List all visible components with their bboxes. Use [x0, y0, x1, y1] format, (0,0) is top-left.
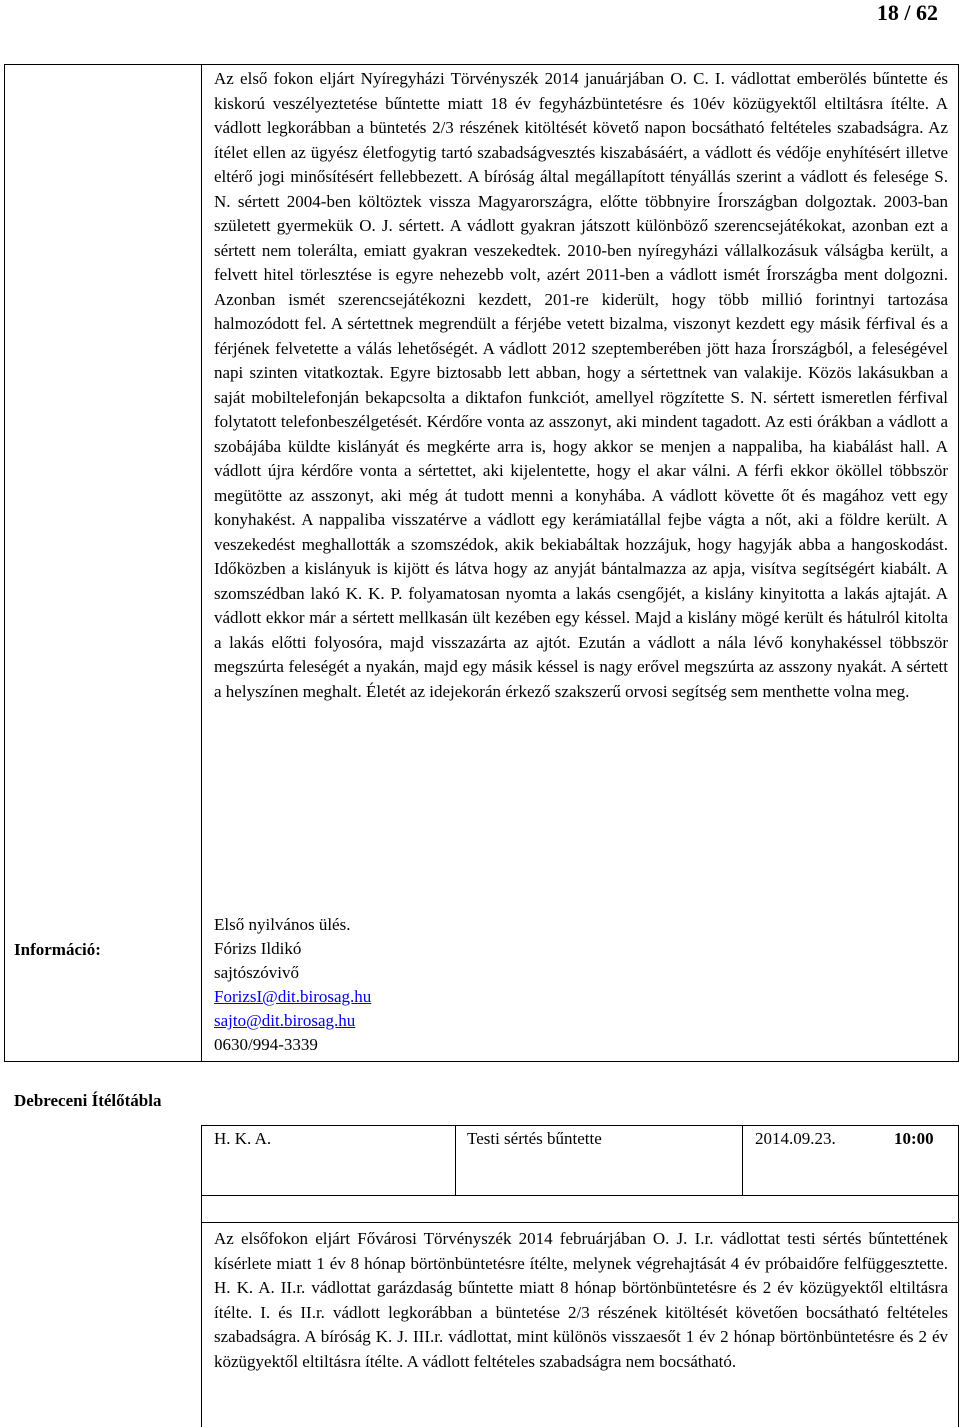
email-link-1[interactable]: ForizsI@dit.birosag.hu: [214, 987, 372, 1006]
contact-role: sajtószóvivő: [214, 963, 299, 982]
phone-number: 0630/994-3339: [214, 1035, 318, 1054]
defendant-initials: H. K. A.: [214, 1129, 272, 1148]
info-label: Információ:: [14, 940, 101, 959]
case-description-2: Az elsőfokon eljárt Fővárosi Törvényszék 2014 februárjában O. J. I.r. vádlottat testi sértés bűntettének kísérlete miatt 1 év 8 hónap börtönbüntetésre ítélte, melynek végrehajtását 4 év próbaidőre felfüggesztette. H. K. A. II.r. vádlottat garázdaság bűntette miatt 8 hónap börtönbüntetésre és 2 év közügyektől eltiltásra ítélte. I. és II.r. vádlott legkorábban a büntetése 2/3 részének kitöltését követően bocsátható feltételes szabadságra. A bíróság K. J. III.r. vádlottat, mint különös visszaesőt 1 év 2 hónap börtönbüntetésre és 2 év közügyektől eltiltásra ítélte. A vádlott feltételes szabadságra nem bocsátható.: [214, 1229, 948, 1371]
table2-left-border: [201, 1125, 202, 1427]
page-number: 18 / 62: [876, 0, 938, 25]
contact-name: Fórizs Ildikó: [214, 939, 302, 958]
table1-top-border: [4, 64, 959, 65]
contact-block: [214, 913, 614, 1057]
table2-col-divider-1: [455, 1125, 456, 1195]
table1-divider: [201, 64, 202, 1062]
hearing-time: 10:00: [894, 1129, 934, 1148]
table1-left-border: [4, 64, 5, 1062]
table2-row-divider-2: [201, 1222, 959, 1223]
charge-name: Testi sértés bűntette: [467, 1129, 602, 1148]
court-name: Debreceni Ítélőtábla: [14, 1091, 162, 1110]
table1-bottom-border: [4, 1061, 959, 1062]
table2-row-divider-1: [201, 1195, 959, 1196]
table2-col-divider-2: [742, 1125, 743, 1195]
table2-top-border: [201, 1125, 959, 1126]
hearing-type: Első nyilvános ülés.: [214, 915, 351, 934]
table1-right-border: [958, 64, 959, 1062]
hearing-date: 2014.09.23.: [755, 1129, 836, 1148]
email-link-2[interactable]: sajto@dit.birosag.hu: [214, 1011, 356, 1030]
case-description-1: Az első fokon eljárt Nyíregyházi Törvényszék 2014 januárjában O. C. I. vádlottat emberölés bűntette és kiskorú veszélyeztetése bűntette miatt 18 év fegyházbüntetésre és 10év közügyektől eltiltásra ítélte. A vádlott legkorábban a büntetés 2/3 részének kitöltését követő napon bocsátható feltételes szabadságra. Az ítélet ellen az ügyész életfogytig tartó szabadságvesztés kiszabásáért, a vádlott és védője enyhítésért illetve eltérő jogi minősítésért fellebbezett. A bíróság által megállapított tényállás szerint a vádlott és felesége S. N. sértett 2004-ben költöztek vissza Magyarországra, előtte többnyire Írországban dolgoztak. 2003-ban született gyermekük O. J. sértett. A vádlott gyakran játszott különböző szerencsejátékokat, azonban ezt a sértett nem tolerálta, emiatt gyakran veszekedtek. 2010-ben nyíregyházi vállalkozásuk válságba került, a felvett hitel törlesztése is egyre nehezebb volt, azért 2011-ben a vádlott ismét Írországba ment dolgozni. Azonban ismét szerencsejátékozni kezdett, 201-re kiderült, hogy több millió forintnyi tartozása halmozódott fel. A sértettnek megrendült a férjébe vetett bizalma, viszonyt kezdett egy másik férfival és a férjének felvetette a válás lehetőségét. A vádlott 2012 szeptemberében jött haza Írországból, a feleségével napi szinten vitatkoztak. Egyre biztosabb lett abban, hogy a sértettnek van valakije. Közös lakásukban a saját mobiltelefonján bekapcsolta a diktafon funkciót, amellyel rögzítette S. N. sértett ismeretlen férfival folytatott telefonbeszélgetését. Kérdőre vonta az asszonyt, aki mindent tagadott. Az esti órákban a vádlott a szobájába küldte kislányát és megkérte arra is, hogy akkor se menjen a nappaliba, ha kiabálást hall. A vádlott újra kérdőre vonta a sértettet, aki kijelentette, hogy el akar válni. A férfi ekkor ököllel többször megütötte az asszonyt, aki még át tudott menni a konyhába. A vádlott követte őt és magához vett egy konyhakést. A nappaliba visszatérve a vádlott egy kerámiatállal fejbe vágta a nőt, aki a földre került. A veszekedést meghallották a szomszédok, akik bekiabáltak hozzájuk, hogy hagyják abba a hangoskodást. Időközben a kislányuk is kijött és látva hogy az anyját bántalmazza az apja, visítva segítségért kiabált. A szomszédban lakó K. K. P. folyamatosan nyomta a lakás csengőjét, a kislány kinyitotta a lakás ajtaját. A vádlott ekkor már a sértett mellkasán ült kezében egy késsel. Majd a kislány mögé került és hátulról kitolta a lakás előtti folyosóra, majd visszazárta az ajtót. Ezután a vádlott a nála lévő konyhakéssel többször megszúrta feleségét a nyakán, majd egy másik késsel is nagy erővel megszúrta az asszony nyakát. A sértett a helyszínen meghalt. Életét az idejekorán érkező szakszerű orvosi segítség sem menthette volna meg.: [214, 69, 948, 701]
table2-right-border: [958, 1125, 959, 1427]
